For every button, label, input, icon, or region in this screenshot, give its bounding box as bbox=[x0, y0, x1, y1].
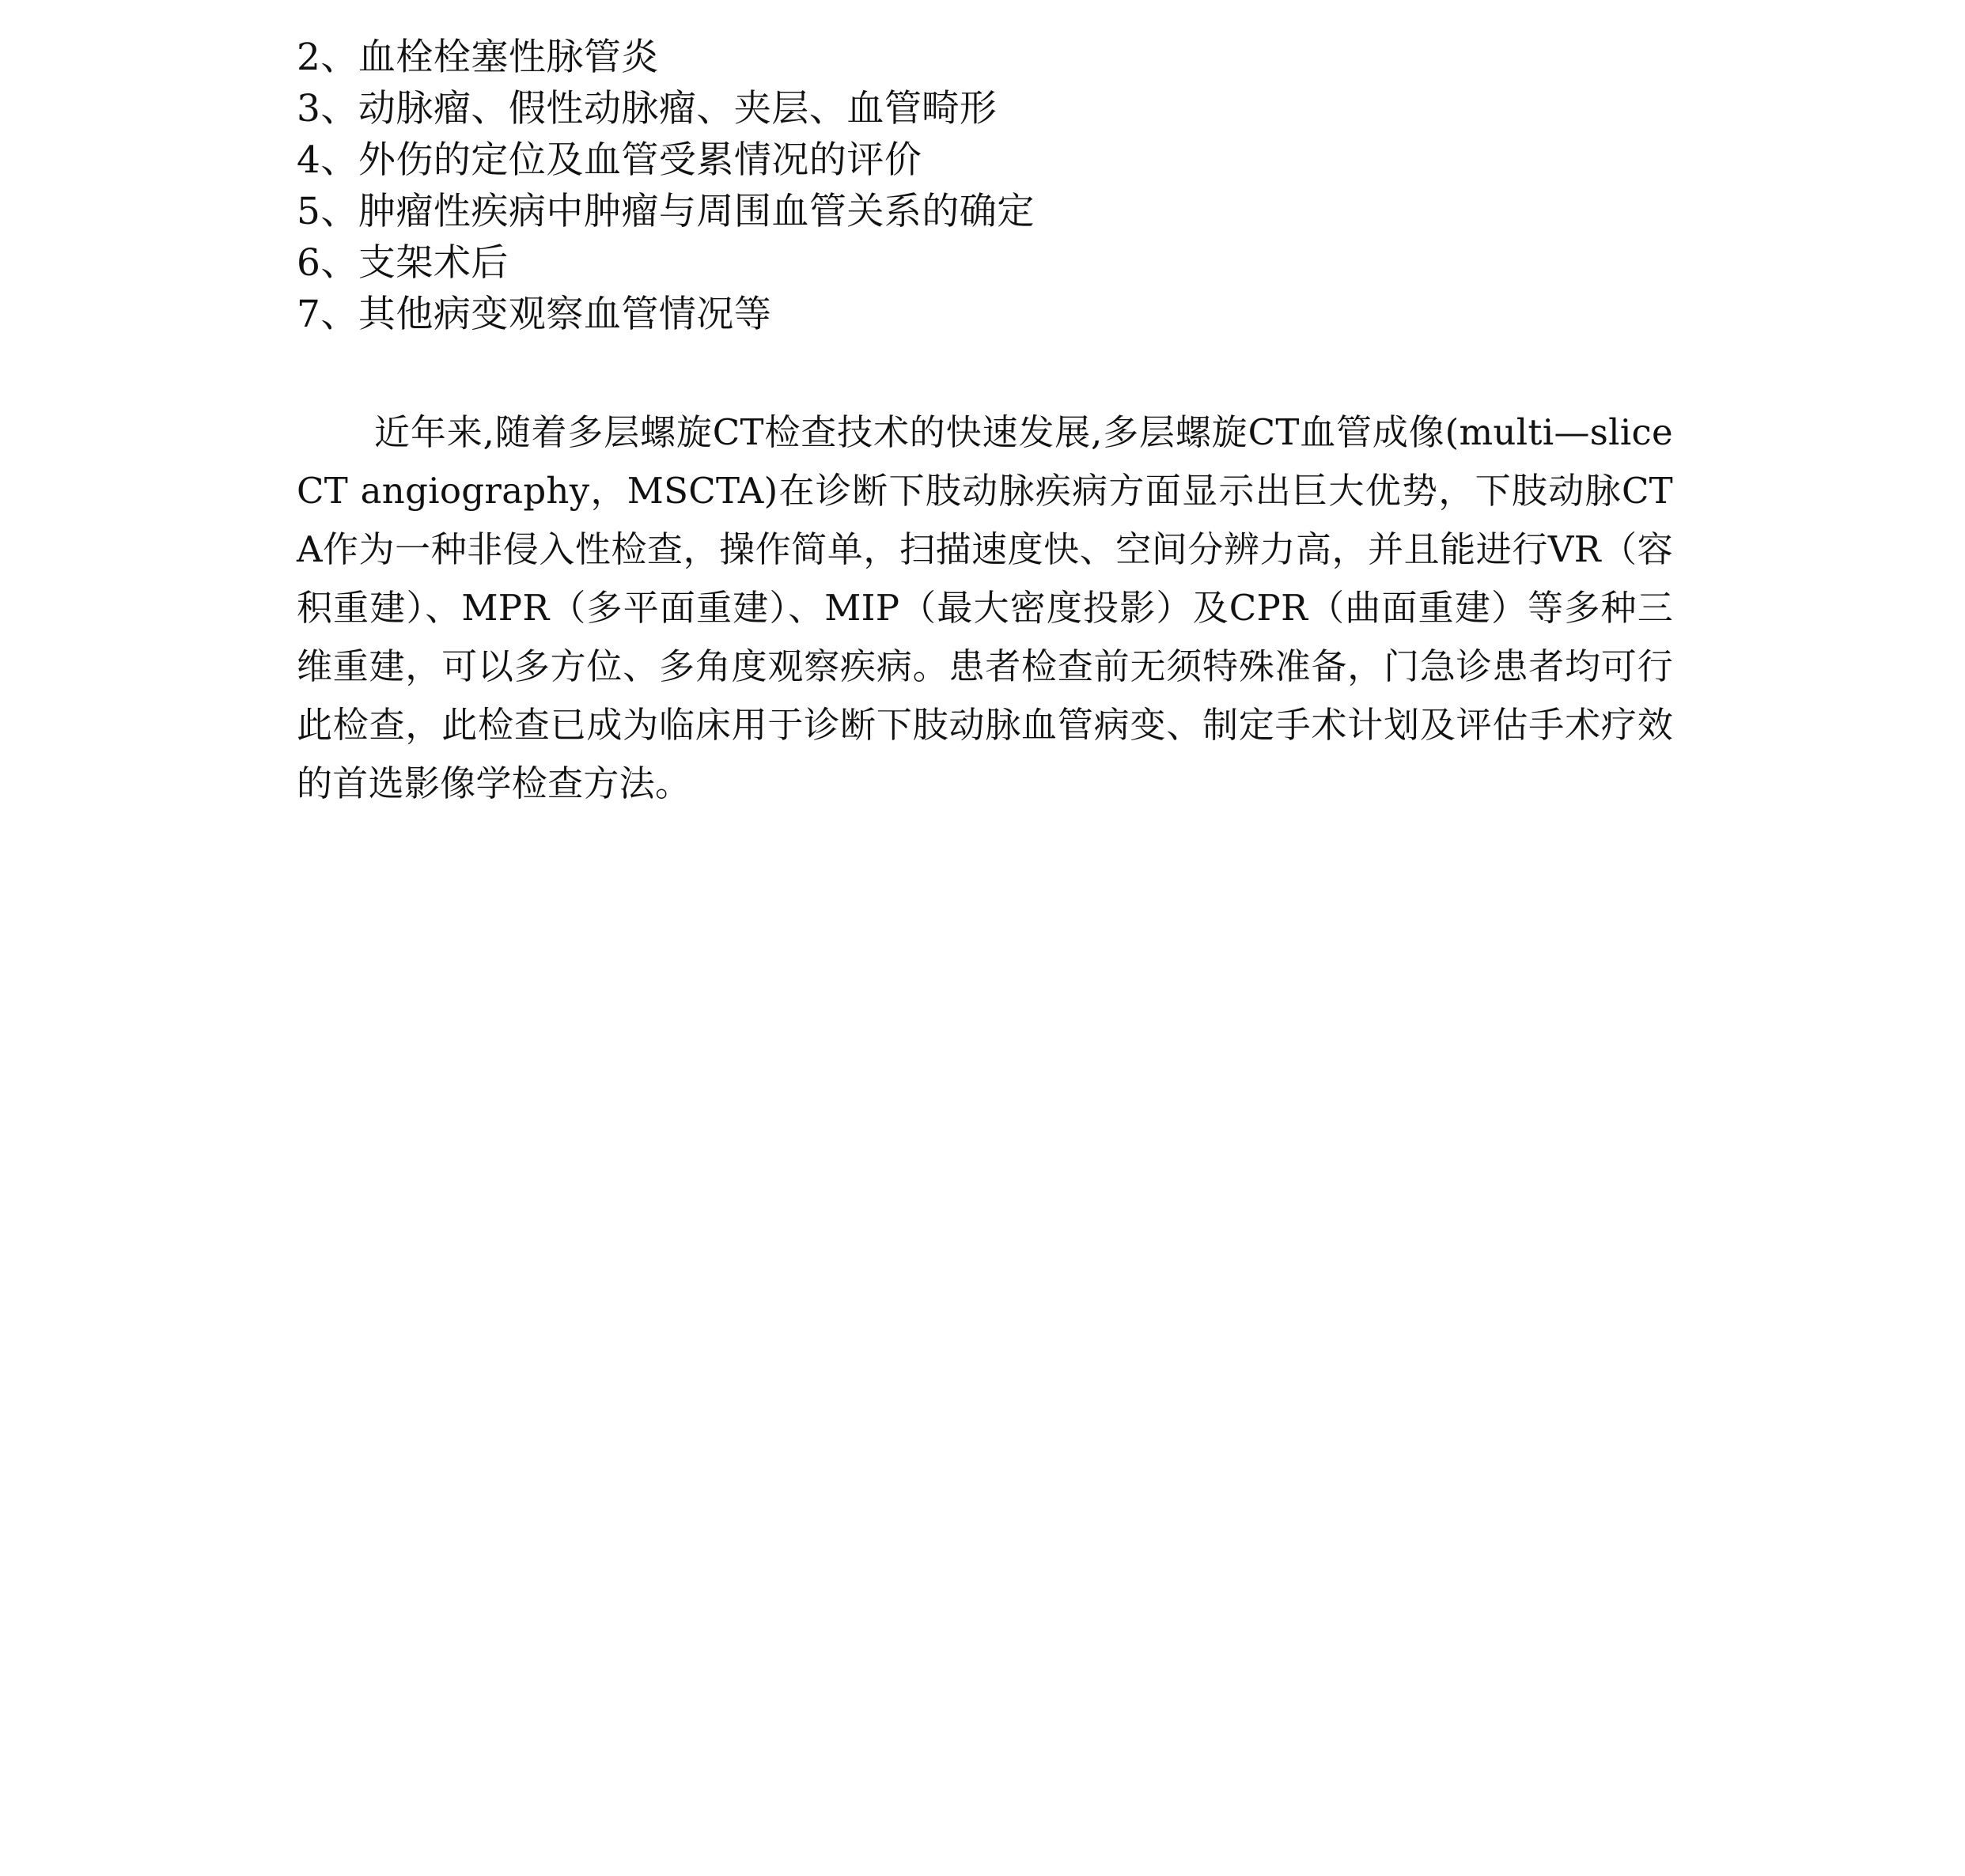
indication-list bbox=[297, 32, 1689, 340]
list-item: 5、肿瘤性疾病中肿瘤与周围血管关系的确定 bbox=[297, 190, 1035, 233]
list-item: 2、血栓栓塞性脉管炎 bbox=[297, 36, 659, 79]
list-item: 6、支架术后 bbox=[297, 241, 509, 285]
body-paragraph: 近年来,随着多层螺旋CT检查技术的快速发展,多层螺旋CT血管成像(multi—slice CT angiography，MSCTA)在诊断下肢动脉疾病方面显示出巨大优势，下肢动脉CTA作为一种非侵入性检查，操作简单，扫描速度快、空间分辨力高，并且能进行VR（容积重建）、MPR（多平面重建）、MIP（最大密度投影）及CPR（曲面重建）等多种三维重建，可以多方位、多角度观察疾病。患者检查前无须特殊准备，门急诊患者均可行此检查，此检查已成为临床用于诊断下肢动脉血管病变、制定手术计划及评估手术疗效的首选影像学检查方法。 bbox=[297, 411, 1673, 804]
list-item: 3、动脉瘤、假性动脉瘤、夹层、血管畸形 bbox=[297, 87, 998, 130]
list-item: 4、外伤的定位及血管受累情况的评价 bbox=[297, 138, 922, 182]
list-item: 7、其他病变观察血管情况等 bbox=[297, 293, 772, 336]
